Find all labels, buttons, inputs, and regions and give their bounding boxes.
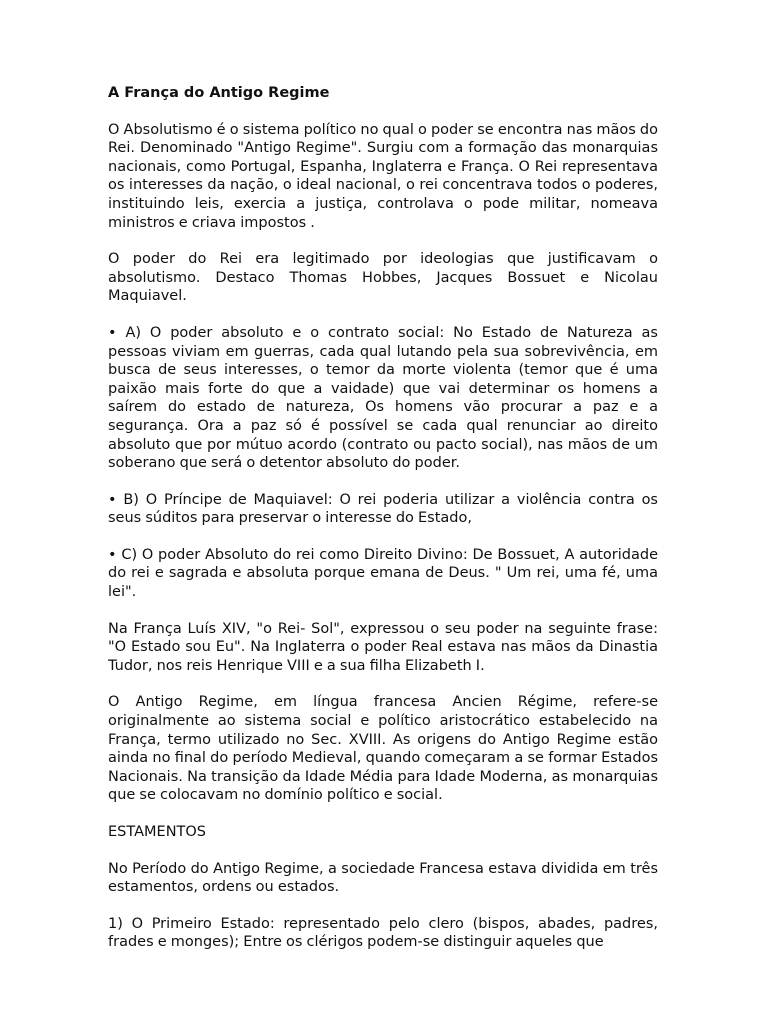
paragraph-sociedade: No Período do Antigo Regime, a sociedade Francesa estava dividida em três estamentos, ordens ou estados.	[108, 860, 658, 896]
paragraph-maquiavel: • B) O Príncipe de Maquiavel: O rei poderia utilizar a violência contra os seus súditos para preservar o interesse do Estado,	[108, 491, 658, 527]
paragraph-primeiro-estado: 1) O Primeiro Estado: representado pelo clero (bispos, abades, padres, frades e monges); Entre os clérigos podem-se distinguir aqueles que	[108, 915, 658, 951]
paragraph-direito-divino: • C) O poder Absoluto do rei como Direito Divino: De Bossuet, A autoridade do rei e sagrada e absoluta porque emana de Deus. " Um rei, uma fé, uma lei".	[108, 546, 658, 601]
paragraph-absolutismo: O Absolutismo é o sistema político no qual o poder se encontra nas mãos do Rei. Denominado "Antigo Regime". Surgiu com a formação das monarquias nacionais, como Portugal, Espanha, Inglaterra e França. O Rei representava os interesses da nação, o ideal nacional, o rei concentrava todos o poderes, instituindo leis, exercia a justiça, controlava o pode militar, nomeava ministros e criava impostos .	[108, 121, 658, 231]
section-heading-estamentos: ESTAMENTOS	[108, 824, 207, 840]
paragraph-luis-xiv: Na França Luís XIV, "o Rei- Sol", expressou o seu poder na seguinte frase: "O Estado sou Eu". Na Inglaterra o poder Real estava nas mãos da Dinastia Tudor, nos reis Henrique VIII e a sua filha Elizabeth I.	[108, 620, 658, 674]
document-title: A França do Antigo Regime	[108, 85, 330, 101]
paragraph-contrato-social: • A) O poder absoluto e o contrato social: No Estado de Natureza as pessoas viviam em guerras, cada qual lutando pela sua sobrevivência, em busca de seus interesses, o temor da morte violenta (temor que é uma paixão mais forte do que a vaidade) que vai determinar os homens a saírem do estado de natureza, Os homens vão procurar a paz e a segurança. Ora a paz só é possível se cada qual renunciar ao direito absoluto que por mútuo acordo (contrato ou pacto social), nas mãos de um soberano que será o detentor absoluto do poder.	[108, 324, 658, 472]
document-page	[108, 84, 658, 970]
paragraph-antigo-regime: O Antigo Regime, em língua francesa Ancien Régime, refere-se originalmente ao sistema social e político aristocrático estabelecido na França, termo utilizado no Sec. XVIII. As origens do Antigo Regime estão ainda no final do período Medieval, quando começaram a se formar Estados Nacionais. Na transição da Idade Média para Idade Moderna, as monarquias que se colocavam no domínio político e social.	[108, 694, 658, 804]
paragraph-ideologias: O poder do Rei era legitimado por ideologias que justificavam o absolutismo. Destaco Thomas Hobbes, Jacques Bossuet e Nicolau Maquiavel.	[108, 251, 658, 305]
